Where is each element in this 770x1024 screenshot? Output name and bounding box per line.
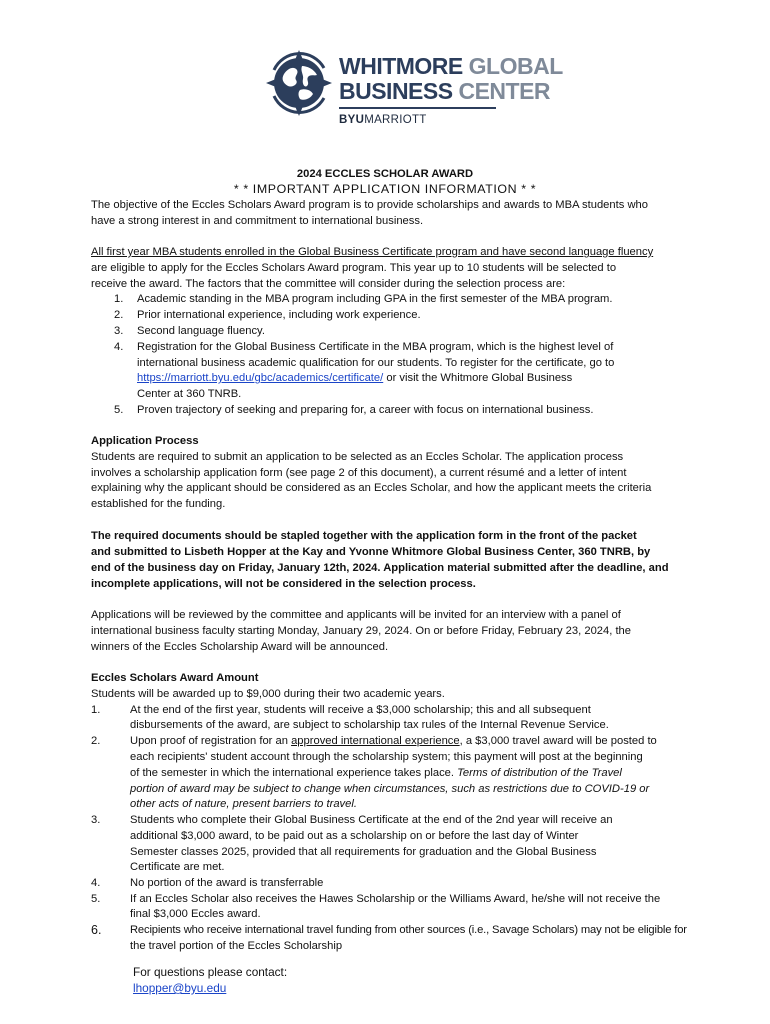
factor-text: Prior international experience, including work experience.	[137, 309, 421, 321]
required-docs-line: end of the business day on Friday, January 12th, 2024. Application material submitted after the deadline, and	[91, 562, 669, 574]
factor-text-with-link: https://marriott.byu.edu/gbc/academics/certificate/ or visit the Whitmore Global Business	[137, 372, 573, 384]
process-line: Students are required to submit an application to be selected as an Eccles Scholar. The application process	[91, 451, 624, 463]
objective-line: have a strong interest in and commitment to international business.	[91, 215, 424, 227]
award-item-text: each recipients' student account through the scholarship system; this payment will post at the beginning	[130, 751, 643, 763]
contact-label: For questions please contact:	[133, 965, 288, 979]
award-item-text: disbursements of the award, are subject to scholarship tax rules of the Internal Revenue Service.	[130, 719, 609, 731]
eligibility-line: receive the award. The factors that the committee will consider during the selection process are:	[91, 278, 566, 290]
eligibility-underlined: All first year MBA students enrolled in the Global Business Certificate program and have second language fluency	[91, 246, 654, 258]
award-item-number: 5.	[91, 893, 101, 905]
process-line: established for the funding.	[91, 498, 226, 510]
certificate-link[interactable]: https://marriott.byu.edu/gbc/academics/certificate/	[137, 372, 384, 384]
factor-number: 5.	[114, 404, 124, 416]
globe-compass-icon	[266, 50, 332, 116]
application-process-heading: Application Process	[91, 435, 199, 447]
award-item-text: additional $3,000 award, to be paid out as a scholarship on or before the last day of Winter	[130, 830, 579, 842]
process-line: involves a scholarship application form (see page 2 of this document), a current résumé and a letter of intent	[91, 467, 627, 479]
review-line: winners of the Eccles Scholarship Award will be announced.	[91, 641, 389, 653]
factor-text: international business academic qualification for our students. To register for the certificate, go to	[137, 357, 615, 369]
award-item-number: 6.	[91, 923, 102, 937]
award-item-number: 2.	[91, 735, 101, 747]
award-intro: Students will be awarded up to $9,000 during their two academic years.	[91, 688, 445, 700]
award-item-text: If an Eccles Scholar also receives the Hawes Scholarship or the Williams Award, he/she will not receive the	[130, 893, 661, 905]
award-item-number: 3.	[91, 814, 101, 826]
factor-text: Academic standing in the MBA program including GPA in the first semester of the MBA program.	[137, 293, 613, 305]
eligibility-line: are eligible to apply for the Eccles Scholars Award program. This year up to 10 students will be selected to	[91, 262, 617, 274]
award-item-text: final $3,000 Eccles award.	[130, 908, 261, 920]
process-line: explaining why the applicant should be considered as an Eccles Scholar, and how the applicant meets the criteria	[91, 482, 652, 494]
whitmore-logo	[266, 48, 563, 132]
required-docs-line: and submitted to Lisbeth Hopper at the Kay and Yvonne Whitmore Global Business Center, 360 TNRB, by	[91, 546, 651, 558]
byu-marriott-wordmark: BYUMARRIOTT	[339, 114, 427, 126]
required-docs-line: The required documents should be stapled together with the application form in the front of the packet	[91, 530, 637, 542]
award-item-text: No portion of the award is transferrable	[130, 877, 324, 889]
factor-number: 4.	[114, 341, 124, 353]
page-subtitle: * * IMPORTANT APPLICATION INFORMATION * *	[233, 182, 537, 196]
award-item-text: other acts of nature, present barriers to travel.	[130, 798, 357, 810]
award-item-text: Certificate are met.	[130, 861, 225, 873]
award-item-text: of the semester in which the international experience takes place. Terms of distribution of the Travel	[130, 767, 622, 779]
award-item-text: Upon proof of registration for an approved international experience, a $3,000 travel award will be posted to	[130, 735, 657, 747]
email-link[interactable]: lhopper@byu.edu	[133, 981, 227, 995]
review-line: Applications will be reviewed by the committee and applicants will be invited for an interview with a panel of	[91, 609, 621, 621]
logo-divider	[339, 107, 496, 109]
factor-text: Registration for the Global Business Certificate in the MBA program, which is the highest level of	[137, 341, 614, 353]
logo-line-1: WHITMORE GLOBAL	[339, 53, 563, 79]
award-item-text: Semester classes 2025, provided that all requirements for graduation and the Global Business	[130, 846, 597, 858]
award-item-text: At the end of the first year, students will receive a $3,000 scholarship; this and all subsequent	[130, 704, 591, 716]
contact-email	[133, 981, 226, 997]
review-line: international business faculty starting Monday, January 29, 2024. On or before Friday, February 23, 2024, the	[91, 625, 631, 637]
objective-line: The objective of the Eccles Scholars Award program is to provide scholarships and awards to MBA students who	[91, 199, 648, 211]
award-item-text: portion of award may be subject to change when circumstances, such as restrictions due to COVID-19 or	[130, 783, 650, 795]
award-item-text: the travel portion of the Eccles Scholarship	[130, 940, 343, 952]
award-item-number: 1.	[91, 704, 101, 716]
award-item-text: Students who complete their Global Business Certificate at the end of the 2nd year will receive an	[130, 814, 613, 826]
page-title: 2024 ECCLES SCHOLAR AWARD	[296, 168, 474, 180]
award-item-number: 4.	[91, 877, 101, 889]
award-item-text: Recipients who receive international travel funding from other sources (i.e., Savage Scholars) may not be eligible for	[130, 924, 687, 936]
factor-text: Center at 360 TNRB.	[137, 388, 242, 400]
logo-line-2: BUSINESS CENTER	[339, 78, 551, 104]
factor-number: 2.	[114, 309, 124, 321]
award-amount-heading: Eccles Scholars Award Amount	[91, 672, 259, 684]
factor-text: Proven trajectory of seeking and preparing for, a career with focus on international business.	[137, 404, 594, 416]
factor-number: 1.	[114, 293, 124, 305]
required-docs-line: incomplete applications, will not be considered in the selection process.	[91, 578, 476, 590]
factor-text: Second language fluency.	[137, 325, 265, 337]
factor-number: 3.	[114, 325, 124, 337]
